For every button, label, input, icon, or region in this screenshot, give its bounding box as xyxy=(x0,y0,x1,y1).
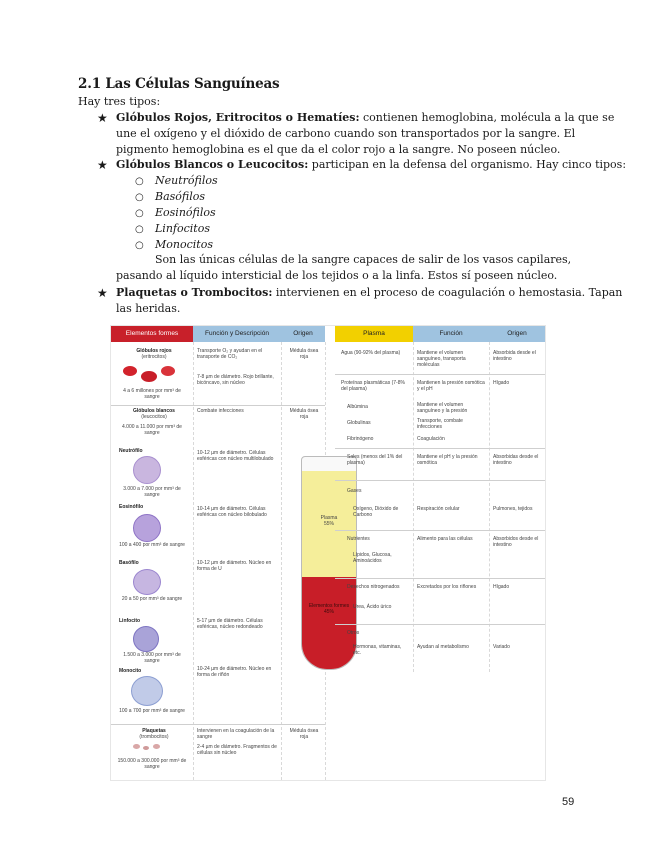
white-cells-note2: pasando al líquido intersticial de los tejidos o a la linfa. Estos sí poseen núcleo. xyxy=(116,269,558,282)
plasma-row-origin: Absorbida desde el intestino xyxy=(493,350,536,362)
row-description: 10-14 µm de diámetro. Células esféricas con núcleo bilobulado xyxy=(197,506,267,518)
row-description: 2-4 µm de diámetro. Fragmentos de células sin núcleo xyxy=(197,744,277,756)
row-name: Linfocito xyxy=(119,618,141,624)
white-cells-desc: participan en la defensa del organismo. Hay cinco tipos: xyxy=(308,158,627,171)
row-function: Transporte O₂ y ayudan en el transporte de CO₂ xyxy=(197,348,263,360)
plasma-row-name: Urea, Ácido úrico xyxy=(353,604,392,610)
row-name: Monocito xyxy=(119,668,142,674)
blood-composition-figure xyxy=(110,325,546,781)
right-header-plasma: Plasma xyxy=(335,326,413,342)
plasma-row-function: Mantiene el pH y la presión osmótica xyxy=(417,454,478,466)
plasma-row-origin: Absorbidos desde el intestino xyxy=(493,536,539,548)
row-name: Glóbulos blancos (leucocitos) xyxy=(133,408,175,420)
platelets-line1: intervienen en el proceso de coagulación o hemostasia. Tapan xyxy=(272,286,623,299)
section-title: 2.1 Las Células Sanguíneas xyxy=(78,76,280,92)
left-header-origin: Origen xyxy=(281,326,325,342)
plasma-row-function: Mantiene el volumen sanguíneo, transporta moléculas xyxy=(417,350,466,368)
row-origin: Médula ósea roja xyxy=(289,408,319,420)
circle-bullet-icon: ○ xyxy=(135,240,144,251)
row-count: 1.500 a 3.000 por mm³ de sangre xyxy=(123,652,181,664)
platelets-line2: las heridas. xyxy=(116,302,181,315)
white-type-item: Basófilos xyxy=(155,190,206,203)
platelet-icon xyxy=(133,744,140,749)
row-name: Neutrófilo xyxy=(119,448,143,454)
star-bullet-icon: ★ xyxy=(97,111,108,125)
red-cells-line3: pigmento hemoglobina es el que da el color rojo a la sangre. No poseen núcleo. xyxy=(116,143,561,156)
plasma-row-name: Hormonas, vitaminas, etc. xyxy=(353,644,402,656)
column-divider xyxy=(281,342,282,780)
plasma-row-function: Alimento para las células xyxy=(417,536,473,542)
eosinophil-icon xyxy=(133,514,161,542)
plasma-label: Plasma 55% xyxy=(320,515,338,527)
basophil-icon xyxy=(133,569,161,595)
row-count: 4.000 a 11.000 por mm³ de sangre xyxy=(122,424,182,436)
white-cells-term: Glóbulos Blancos o Leucocitos: xyxy=(116,158,309,171)
plasma-row-name: Lípidos, Glucosa, Aminoácidos xyxy=(353,552,392,564)
white-type-item: Eosinófilos xyxy=(155,206,216,219)
row-count: 20 a 50 por mm³ de sangre xyxy=(121,596,183,602)
row-description: 5-17 µm de diámetro. Células esféricas, núcleo redondeado xyxy=(197,618,263,630)
left-header-elements: Elementos formes xyxy=(111,326,193,342)
column-divider xyxy=(489,342,490,672)
white-type-item: Linfocitos xyxy=(155,222,210,235)
page-number: 59 xyxy=(562,796,575,808)
row-description: 10-12 µm de diámetro. Núcleo en forma de U xyxy=(197,560,272,572)
row-origin: Médula ósea roja xyxy=(289,728,319,740)
star-bullet-icon: ★ xyxy=(97,286,108,300)
plasma-row-name: Globulinas xyxy=(347,420,371,426)
row-divider xyxy=(111,724,325,725)
left-header-function: Función y Descripción xyxy=(193,326,281,342)
intro-text: Hay tres tipos: xyxy=(78,95,161,108)
row-count: 4 a 6 millones por mm³ de sangre xyxy=(123,388,181,400)
row-divider xyxy=(111,405,325,406)
platelets-item xyxy=(116,285,622,301)
right-header-function: Función xyxy=(413,326,489,342)
plasma-row-name: Gases xyxy=(347,488,362,494)
platelet-icon xyxy=(143,746,149,750)
white-cells-note1: Son las únicas células de la sangre capaces de salir de los vasos capilares, xyxy=(155,253,572,266)
row-count: 3.000 a 7.000 por mm³ de sangre xyxy=(123,486,181,498)
plasma-row-name: Sales (menos del 1% del plasma) xyxy=(347,454,403,466)
lymphocyte-icon xyxy=(133,626,159,652)
row-count: 150.000 a 300.000 por mm³ de sangre xyxy=(117,758,187,770)
row-divider xyxy=(335,480,545,481)
row-origin: Médula ósea roja xyxy=(289,348,319,360)
plasma-row-name: Proteínas plasmáticas (7-8% del plasma) xyxy=(341,380,405,392)
plasma-row-name: Nutrientes xyxy=(347,536,370,542)
column-divider xyxy=(193,342,194,780)
row-name: Glóbulos rojos (eritrocitos) xyxy=(136,348,172,360)
row-function: Combate infecciones xyxy=(197,408,244,414)
row-divider xyxy=(335,448,545,449)
plasma-row-origin: Pulmones, tejidos xyxy=(493,506,533,512)
plasma-row-origin: Absorbidas desde el intestino xyxy=(493,454,539,466)
right-header-origin: Origen xyxy=(489,326,545,342)
plasma-row-name: Desechos nitrogenados xyxy=(347,584,400,590)
white-type-item: Neutrófilos xyxy=(155,174,218,187)
formed-label: Elementos formes 45% xyxy=(308,603,350,615)
circle-bullet-icon: ○ xyxy=(135,224,144,235)
red-cells-line1: contienen hemoglobina, molécula a la que se xyxy=(359,111,615,124)
formed-elements-layer xyxy=(302,577,356,669)
row-count: 100 a 400 por mm³ de sangre xyxy=(119,542,185,548)
row-name: Eosinófilo xyxy=(119,504,144,510)
circle-bullet-icon: ○ xyxy=(135,192,144,203)
plasma-row-function: Mantienen la presión osmótica y el pH xyxy=(417,380,485,392)
row-divider xyxy=(335,530,545,531)
plasma-row-function: Excretados por los riñones xyxy=(417,584,477,590)
plasma-row-name: Agua (90-92% del plasma) xyxy=(341,350,401,356)
red-cell-icon xyxy=(141,371,157,382)
column-divider xyxy=(413,342,414,672)
monocyte-icon xyxy=(131,676,163,706)
plasma-row-name: Albúmina xyxy=(347,404,368,410)
red-cells-term: Glóbulos Rojos, Eritrocitos o Hematíes: xyxy=(116,111,360,124)
star-bullet-icon: ★ xyxy=(97,158,108,172)
plasma-row-name: Fibrinógeno xyxy=(347,436,374,442)
plasma-row-name: Otros xyxy=(347,630,360,636)
row-count: 100 a 700 por mm³ de sangre xyxy=(119,708,185,714)
row-description: 10-24 µm de diámetro. Núcleo en forma de riñón xyxy=(197,666,272,678)
red-cells-line2: une el oxígeno y el dióxido de carbono cuando son transportados por la sangre. El xyxy=(116,127,576,140)
row-divider xyxy=(335,374,545,375)
plasma-row-name: Oxígeno, Dióxido de Carbono xyxy=(353,506,399,518)
plasma-row-function: Mantiene el volumen sanguíneo y la presión xyxy=(417,402,468,414)
row-name: Basófilo xyxy=(119,560,139,566)
plasma-row-function: Ayudan al metabolismo xyxy=(417,644,469,650)
row-name: Plaquetas (trombocitos) xyxy=(139,728,169,740)
red-cell-icon xyxy=(161,366,175,376)
red-cell-icon xyxy=(123,366,137,376)
row-description: 10-12 µm de diámetro. Células esféricas con núcleo multilobulado xyxy=(197,450,274,462)
plasma-row-function: Transporte, combate infecciones xyxy=(417,418,463,430)
plasma-row-function: Respiración celular xyxy=(417,506,460,512)
circle-bullet-icon: ○ xyxy=(135,176,144,187)
white-cells-item xyxy=(116,157,626,173)
plasma-row-function: Coagulación xyxy=(417,436,445,442)
plasma-row-origin: Variado xyxy=(493,644,510,650)
plasma-row-origin: Hígado xyxy=(493,584,510,590)
white-type-item: Monocitos xyxy=(155,238,213,251)
neutrophil-icon xyxy=(133,456,161,484)
platelets-term: Plaquetas o Trombocitos: xyxy=(116,286,273,299)
row-function: Intervienen en la coagulación de la sangre xyxy=(197,728,275,740)
circle-bullet-icon: ○ xyxy=(135,208,144,219)
plasma-row-origin: Hígado xyxy=(493,380,510,386)
row-divider xyxy=(335,624,545,625)
red-cells-item xyxy=(116,110,614,126)
row-divider xyxy=(335,578,545,579)
platelet-icon xyxy=(153,744,160,749)
row-description: 7-8 µm de diámetro. Rojo brillante, bicóncavo, sin núcleo xyxy=(197,374,274,386)
